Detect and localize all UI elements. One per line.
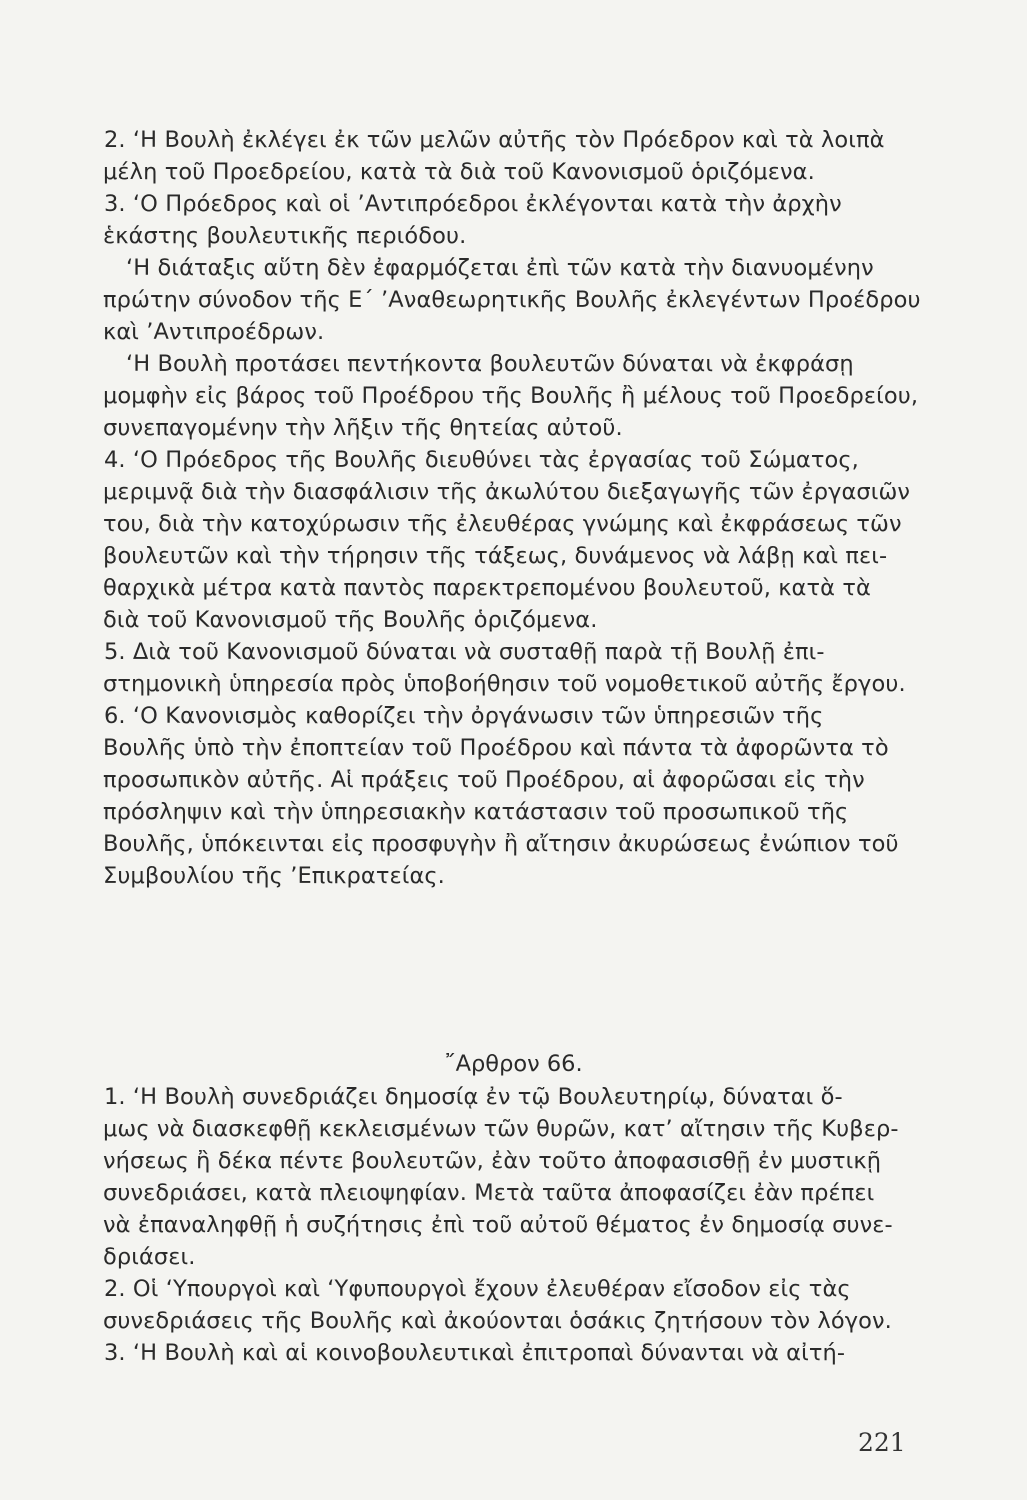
text-line: 6. ‘Ο Κανονισμὸς καθορίζει τὴν ὀργάνωσιν τῶν ὑπηρεσιῶν τῆς [104, 703, 824, 729]
text-line: συνεδριάσει, κατὰ πλειοψηφίαν. Μετὰ ταῦτα ἀποφασίζει ἐὰν πρέπει [103, 1180, 875, 1206]
text-line: 5. Διὰ τοῦ Κανονισμοῦ δύναται νὰ συσταθῇ παρὰ τῇ Βουλῇ ἐπι- [104, 639, 825, 665]
text-line: προσωπικὸν αὐτῆς. Αἱ πράξεις τοῦ Προέδρου, αἱ ἀφορῶσαι εἰς τὴν [103, 767, 865, 793]
text-line: 2. Οἱ ‘Υπουργοὶ καὶ ‘Υφυπουργοὶ ἔχουν ἐλευθέραν εἴσοδον εἰς τὰς [104, 1276, 851, 1302]
text-line: ἑκάστης βουλευτικῆς περιόδου. [103, 223, 467, 249]
text-line: Βουλῆς ὑπὸ τὴν ἐποπτείαν τοῦ Προέδρου καὶ πάντα τὰ ἀφορῶντα τὸ [103, 735, 889, 761]
text-line: πρώτην σύνοδον τῆς Ε΄ ’Αναθεωρητικῆς Βουλῆς ἐκλεγέντων Προέδρου [103, 287, 921, 313]
text-line: νὰ ἐπαναληφθῇ ἡ συζήτησις ἐπὶ τοῦ αὐτοῦ θέματος ἐν δημοσίᾳ συνε- [103, 1212, 893, 1238]
text-line: ‘Η Βουλὴ προτάσει πεντήκοντα βουλευτῶν δύναται νὰ ἐκφράσῃ [126, 351, 854, 377]
text-line: 4. ‘Ο Πρόεδρος τῆς Βουλῆς διευθύνει τὰς ἐργασίας τοῦ Σώματος, [104, 447, 859, 473]
text-line: 3. ‘Ο Πρόεδρος καὶ οἱ ’Αντιπρόεδροι ἐκλέγονται κατὰ τὴν ἀρχὴν [104, 191, 842, 217]
text-line: του, διὰ τὴν κατοχύρωσιν τῆς ἐλευθέρας γνώμης καὶ ἐκφράσεως τῶν [103, 511, 902, 537]
text-line: ‘Η διάταξις αὕτη δὲν ἐφαρμόζεται ἐπὶ τῶν κατὰ τὴν διανυομένην [126, 255, 874, 281]
article-heading: ῎Αρθρον 66. [444, 1051, 583, 1077]
text-line: μομφὴν εἰς βάρος τοῦ Προέδρου τῆς Βουλῆς ἢ μέλους τοῦ Προεδρείου, [103, 383, 919, 409]
text-line: διὰ τοῦ Κανονισμοῦ τῆς Βουλῆς ὁριζόμενα. [103, 607, 598, 633]
text-line: Συμβουλίου τῆς ’Επικρατείας. [103, 863, 445, 889]
text-line: συνεδριάσεις τῆς Βουλῆς καὶ ἀκούονται ὁσάκις ζητήσουν τὸν λόγον. [103, 1308, 892, 1334]
text-line: νήσεως ἢ δέκα πέντε βουλευτῶν, ἐὰν τοῦτο ἀποφασισθῇ ἐν μυστικῇ [103, 1148, 882, 1174]
text-line: 1. ‘Η Βουλὴ συνεδριάζει δημοσίᾳ ἐν τῷ Βουλευτηρίῳ, δύναται ὅ- [104, 1084, 843, 1110]
text-line: βουλευτῶν καὶ τὴν τήρησιν τῆς τάξεως, δυνάμενος νὰ λάβῃ καὶ πει- [103, 543, 888, 569]
text-line: θαρχικὰ μέτρα κατὰ παντὸς παρεκτρεπομένου βουλευτοῦ, κατὰ τὰ [103, 575, 871, 601]
article-66-body [104, 1081, 908, 1369]
text-line: 3. ‘Η Βουλὴ καὶ αἱ κοινοβουλευτικαὶ ἐπιτροπαὶ δύνανται νὰ αἰτή- [104, 1340, 846, 1366]
text-line: μως νὰ διασκεφθῇ κεκλεισμένων τῶν θυρῶν, κατ’ αἴτησιν τῆς Κυβερ- [103, 1116, 899, 1142]
text-line: συνεπαγομένην τὴν λῆξιν τῆς θητείας αὐτοῦ. [103, 415, 623, 441]
text-line: καὶ ’Αντιπροέδρων. [103, 319, 325, 345]
text-line: στημονικὴ ὑπηρεσία πρὸς ὑποβοήθησιν τοῦ νομοθετικοῦ αὐτῆς ἔργου. [103, 671, 906, 697]
text-line: μεριμνᾷ διὰ τὴν διασφάλισιν τῆς ἀκωλύτου διεξαγωγῆς τῶν ἐργασιῶν [103, 479, 911, 505]
article-65-continuation [103, 124, 921, 892]
text-line: πρόσληψιν καὶ τὴν ὑπηρεσιακὴν κατάστασιν τοῦ προσωπικοῦ τῆς [103, 799, 849, 825]
text-line: δριάσει. [103, 1244, 196, 1270]
text-line: μέλη τοῦ Προεδρείου, κατὰ τὰ διὰ τοῦ Κανονισμοῦ ὁριζόμενα. [103, 159, 815, 185]
text-line: Βουλῆς, ὑπόκεινται εἰς προσφυγὴν ἢ αἴτησιν ἀκυρώσεως ἐνώπιον τοῦ [103, 831, 899, 857]
page-number: 221 [858, 1428, 906, 1457]
text-line: 2. ‘Η Βουλὴ ἐκλέγει ἐκ τῶν μελῶν αὐτῆς τὸν Πρόεδρον καὶ τὰ λοιπὰ [104, 127, 885, 153]
